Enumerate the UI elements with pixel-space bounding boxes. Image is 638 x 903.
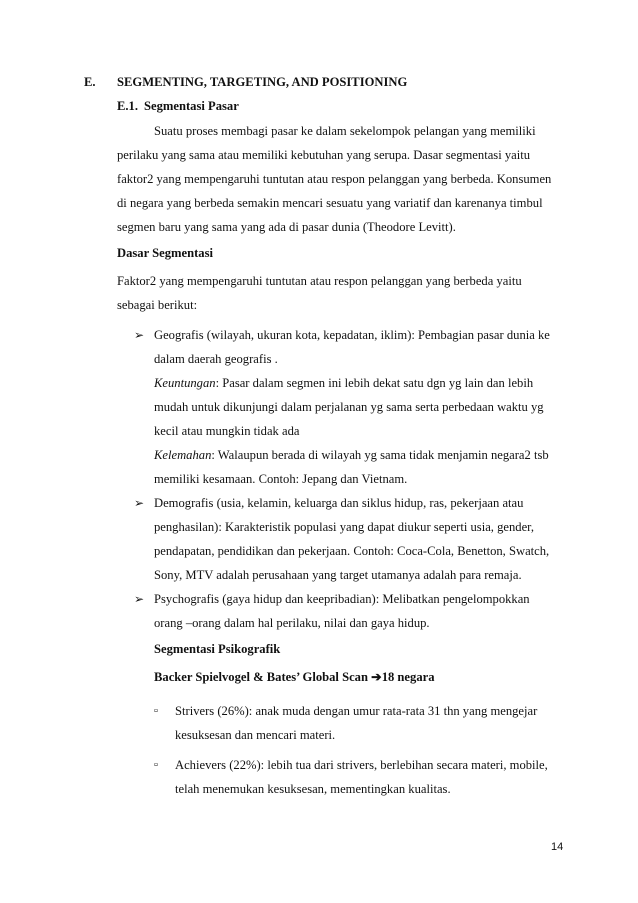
square-bullet-icon: ▫ (154, 705, 158, 717)
subsection-title: Segmentasi Pasar (144, 99, 239, 113)
square-bullet-icon: ▫ (154, 759, 158, 771)
psychografis-line-2: orang –orang dalam hal perilaku, nilai dan gaya hidup. (154, 616, 430, 630)
keuntungan-text-1: : Pasar dalam segmen ini lebih dekat satu dgn yg lain dan lebih (215, 376, 534, 390)
page-number: 14 (551, 841, 564, 853)
scan-heading-pre: Backer Spielvogel & Bates’ Global Scan (154, 670, 372, 684)
geografis-line-2: dalam daerah geografis . (154, 352, 278, 366)
demografis-line-3: pendapatan, pendidikan dan pekerjaan. Contoh: Coca-Cola, Benetton, Swatch, (154, 544, 550, 558)
psiko-heading: Segmentasi Psikografik (154, 642, 281, 656)
kelemahan-line-2: memiliki kesamaan. Contoh: Jepang dan Vietnam. (154, 472, 408, 486)
kelemahan-line-1 (154, 447, 549, 463)
section-letter: E. (84, 75, 96, 89)
psychografis-line-1: Psychografis (gaya hidup dan keepribadian): Melibatkan pengelompokkan (154, 592, 530, 606)
dasar-line-2: sebagai berikut: (117, 298, 198, 312)
demografis-line-4: Sony, MTV adalah perusahaan yang target utamanya adalah para remaja. (154, 568, 522, 582)
arrow-bullet-icon: ➢ (134, 496, 145, 510)
kelemahan-text-1: : Walaupun berada di wilayah yg sama tidak menjamin negara2 tsb (211, 448, 549, 462)
arrow-right-icon: ➔ (371, 670, 382, 684)
scan-heading (154, 669, 435, 685)
keuntungan-label: Keuntungan (154, 376, 216, 390)
strivers-line-2: kesuksesan dan mencari materi. (175, 728, 336, 742)
demografis-line-1: Demografis (usia, kelamin, keluarga dan siklus hidup, ras, pekerjaan atau (154, 496, 524, 510)
intro-line-4: di negara yang berbeda semakin mencari sesuatu yang variatif dan karenanya timbul (117, 196, 543, 210)
intro-line-2: perilaku yang sama atau memiliki kebutuhan yang serupa. Dasar segmentasi yaitu (117, 148, 531, 162)
keuntungan-line-2: mudah untuk dikunjungi dalam perjalanan yg sama serta perbedaan waktu yg (154, 400, 544, 414)
intro-line-1: Suatu proses membagi pasar ke dalam sekelompok pelangan yang memiliki (154, 124, 536, 138)
strivers-line-1: Strivers (26%): anak muda dengan umur rata-rata 31 thn yang mengejar (175, 704, 538, 718)
kelemahan-label: Kelemahan (154, 448, 212, 462)
demografis-line-2: penghasilan): Karakteristik populasi yang dapat diukur seperti usia, gender, (154, 520, 534, 534)
arrow-bullet-icon: ➢ (134, 328, 145, 342)
dasar-heading: Dasar Segmentasi (117, 246, 213, 260)
intro-line-3: faktor2 yang mempengaruhi tuntutan atau respon pelanggan yang berbeda. Konsumen (117, 172, 552, 186)
dasar-line-1: Faktor2 yang mempengaruhi tuntutan atau respon pelanggan yang berbeda yaitu (117, 274, 522, 288)
arrow-bullet-icon: ➢ (134, 592, 145, 606)
keuntungan-line-3: kecil atau mungkin tidak ada (154, 424, 300, 438)
scan-heading-post: 18 negara (381, 670, 435, 684)
achievers-line-2: telah menemukan kesuksesan, mementingkan kualitas. (175, 782, 451, 796)
keuntungan-line-1 (154, 375, 533, 391)
subsection-number: E.1. (117, 99, 138, 113)
geografis-line-1: Geografis (wilayah, ukuran kota, kepadatan, iklim): Pembagian pasar dunia ke (154, 328, 550, 342)
section-title: SEGMENTING, TARGETING, AND POSITIONING (117, 75, 408, 89)
intro-line-5: segmen baru yang sama yang ada di pasar dunia (Theodore Levitt). (117, 220, 456, 234)
achievers-line-1: Achievers (22%): lebih tua dari strivers, berlebihan secara materi, mobile, (175, 758, 548, 772)
